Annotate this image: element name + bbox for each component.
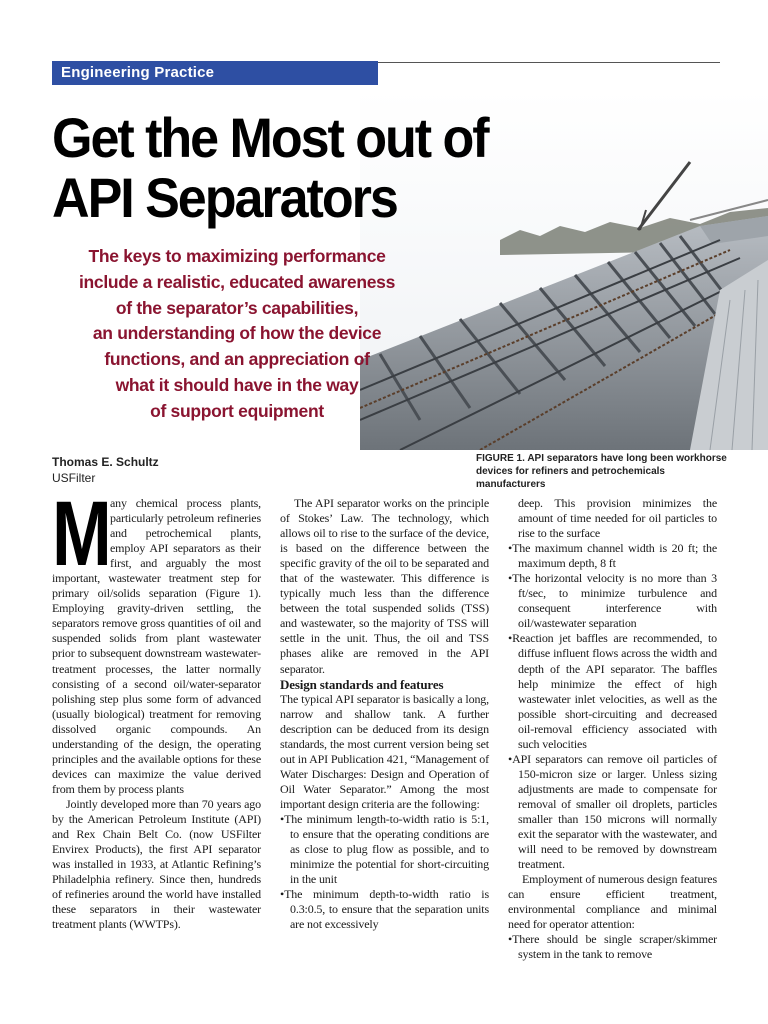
list-item: • The minimum depth-to-width ratio is 0.3:0.5, to ensure that the separation units are not excessively: [280, 887, 489, 932]
paragraph: any chemical process plants, particularly petroleum refineries and petrochemical plants, employ API separators as their first, and arguably the most important, wastewater treatment step for primary oil/solids separation (Figure 1). Employing gravity-driven settling, the separators remove gross quantities of oil and suspended solids from plant wastewater prior to subsequent downstream wastewater-treatment processes, the latter normally consisting of a second oil/water-separator polishing step plus some form of advanced (usually biological) treatment for removing dissolved organic compounds. An understanding of the design, the operating principles and the available options for these devices can maximize the value derived from them by process plants: [52, 496, 261, 796]
title-line-2: API Separators: [52, 166, 397, 229]
title-line-1: Get the Most out of: [52, 106, 488, 169]
section-label: Engineering Practice: [52, 61, 378, 85]
list-item: • There should be single scraper/skimmer system in the tank to remove: [508, 932, 717, 962]
paragraph: Employment of numerous design features can ensure efficient treatment, environmental compliance and minimal need for operator attention:: [508, 872, 717, 932]
list-item: • The horizontal velocity is no more than 3 ft/sec, to minimize turbulence and consequent interference with oil/wastewater separation: [508, 571, 717, 631]
deck-line: an understanding of how the device: [92, 323, 382, 344]
list-item: • API separators can remove oil particles of 150-micron size or larger. Unless sizing adjustments are made to compensate for removal of smaller oil droplets, particles smaller than 150 microns will normally exit the separator with the wastewater, and will need to be removed by downstream treatment.: [508, 752, 717, 872]
deck-line: include a realistic, educated awareness: [78, 271, 396, 292]
figure-label: FIGURE 1.: [476, 453, 525, 464]
drop-cap: M: [52, 483, 112, 585]
column-1: [52, 483, 261, 932]
design-features-list: [508, 932, 717, 962]
paragraph-continued: deep. This provision minimizes the amount of time needed for oil particles to rise to the surface: [518, 496, 717, 541]
figure-caption-text: API separators have long been workhorse devices for refiners and petrochemicals manufacturers: [476, 453, 727, 490]
list-item: • The minimum length-to-width ratio is 5:1, to ensure that the operating conditions are as close to plug flow as possible, and to minimize the potential for short-circuiting in the unit: [280, 812, 489, 887]
deck-line: The keys to maximizing performance: [88, 246, 386, 266]
deck-line: what it should have in the way: [115, 374, 359, 395]
section-heading: Design standards and features: [280, 676, 444, 692]
list-item: • The maximum channel width is 20 ft; the maximum depth, 8 ft: [508, 541, 717, 571]
deck-line: of the separator’s capabilities,: [115, 297, 359, 318]
paragraph: The API separator works on the principle of Stokes’ Law. The technology, which allows oil to rise to the surface of the device, is based on the difference between the specific gravity of the oil to be separated and that of the wastewater. This difference is typically much less than the difference between the total suspended solids (TSS) and wastewater, so the majority of TSS will settle in the unit. Thus, the oil and TSS phases alike are removed in the API separator.: [280, 496, 489, 676]
article-title: [52, 108, 610, 228]
author-name: Thomas E. Schultz: [52, 455, 159, 469]
paragraph: Jointly developed more than 70 years ago by the American Petroleum Institute (API) and Rex Chain Belt Co. (now USFilter Envirex Products), the first API separator was installed in 1933, at Atlantic Refining’s Philadelphia refinery. Since then, hundreds of refineries around the world have installed these separators in their wastewater treatment plants (WWTPs).: [52, 796, 261, 932]
column-3: [508, 496, 717, 962]
deck-line: of support equipment: [150, 400, 324, 421]
article-deck: [52, 244, 422, 425]
design-criteria-list: [508, 541, 717, 872]
design-criteria-list: [280, 812, 489, 932]
list-item: • Reaction jet baffles are recommended, to diffuse influent flows across the width and depth of the API separator. The baffles help minimize the effect of high wastewater inlet velocities, as well as the possible short-circuiting and decreased oil-removal efficiency associated with such velocities: [508, 631, 717, 751]
header-rule: [378, 62, 720, 63]
deck-line: functions, and an appreciation of: [104, 349, 370, 370]
column-2: [280, 496, 489, 932]
paragraph: The typical API separator is basically a long, narrow and shallow tank. A further description can be deduced from its design standards, the most current version being set out in API Publication 421, “Management of Water Discharges: Design and Operation of Oil Water Separator.” Among the most important design criteria are the following:: [280, 691, 489, 811]
author-organization: USFilter: [52, 471, 96, 485]
figure-caption: [476, 452, 736, 491]
